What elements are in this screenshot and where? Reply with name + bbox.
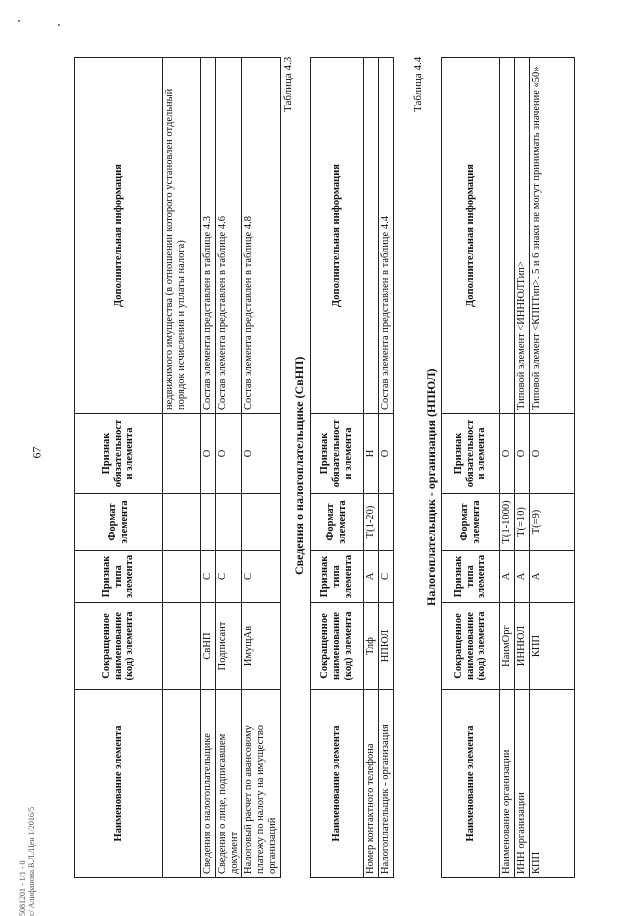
col-header-info: Дополнительная информация bbox=[442, 58, 500, 414]
col-header-name: Наименование элемента bbox=[442, 690, 500, 878]
col-header-format: Формат элемента bbox=[442, 494, 500, 551]
table-continuation bbox=[74, 57, 281, 878]
col-header-name: Наименование элемента bbox=[311, 690, 364, 878]
table-header-row bbox=[311, 58, 364, 878]
col-header-format: Формат элемента bbox=[75, 494, 163, 551]
col-header-required: Признак обязательности элемента bbox=[75, 414, 163, 494]
page-number: 67 bbox=[29, 446, 44, 459]
table-row: недвижимого имущества (в отношении которого установлен отдельный порядок исчисления и уплаты налога) bbox=[163, 58, 201, 878]
stamp-line-1: 5081201 - 1/1 - 0 bbox=[18, 860, 27, 916]
table-row: Номер контактного телефона Тлф А T(1-20) Н bbox=[364, 58, 379, 878]
table-row: ИНН организации ИННЮЛ А T(=10) О Типовой элемент <ИННЮЛТип> bbox=[514, 58, 529, 878]
table-row: Сведения о налогоплательщике СвНП С О Состав элемента представлен в таблице 4.3 bbox=[201, 58, 216, 878]
col-header-name: Наименование элемента bbox=[75, 690, 163, 878]
col-header-type: Признак типа элемента bbox=[75, 551, 163, 603]
table-4-3 bbox=[310, 57, 394, 878]
document-stamp bbox=[18, 806, 36, 916]
table-header-row bbox=[75, 58, 163, 878]
table-4-3-wrapper bbox=[310, 57, 394, 878]
col-header-code: Сокращенное наименование (код) элемента bbox=[311, 603, 364, 690]
stamp-line-2: с/ Алифанова В.Л./Цен 1/2016/5 bbox=[27, 806, 36, 916]
table-4-3-label: Таблица 4.3 bbox=[282, 56, 294, 112]
col-header-code: Сокращенное наименование (код) элемента bbox=[442, 603, 500, 690]
table-4-3-title: Сведения о налогоплательщике (СвНП) bbox=[292, 356, 306, 575]
col-header-code: Сокращенное наименование (код) элемента bbox=[75, 603, 163, 690]
table-4-4 bbox=[441, 57, 575, 878]
table-row: Налогоплательщик - организация НПЮЛ С О Состав элемента представлен в таблице 4.4 bbox=[378, 58, 393, 878]
table-row: КПП КПП А T(=9) О Типовой элемент <КППТип>. 5 и 6 знаки не могут принимать значение «50» bbox=[529, 58, 574, 878]
col-header-required: Признак обязательности элемента bbox=[311, 414, 364, 494]
col-header-format: Формат элемента bbox=[311, 494, 364, 551]
table-row: Наименование организации НаимОрг А T(1-1000) О bbox=[500, 58, 515, 878]
table-row: Налоговый расчет по авансовому платежу по налогу на имущество организаций ИмущАв С О Состав элемента представлен в таблице 4.8 bbox=[242, 58, 280, 878]
table-header-row bbox=[442, 58, 500, 878]
col-header-required: Признак обязательности элемента bbox=[442, 414, 500, 494]
col-header-type: Признак типа элемента bbox=[442, 551, 500, 603]
table-4-4-wrapper bbox=[441, 57, 575, 878]
col-header-info: Дополнительная информация bbox=[311, 58, 364, 414]
table-continuation-wrapper bbox=[74, 57, 281, 878]
col-header-info: Дополнительная информация bbox=[75, 58, 163, 414]
table-4-4-label: Таблица 4.4 bbox=[412, 56, 424, 112]
col-header-type: Признак типа элемента bbox=[311, 551, 364, 603]
table-4-4-title: Налогоплательщик - организация (НПЮЛ) bbox=[424, 368, 438, 606]
table-row: Сведения о лице, подписавшем документ Подписант С О Состав элемента представлен в таблице 4.6 bbox=[215, 58, 242, 878]
